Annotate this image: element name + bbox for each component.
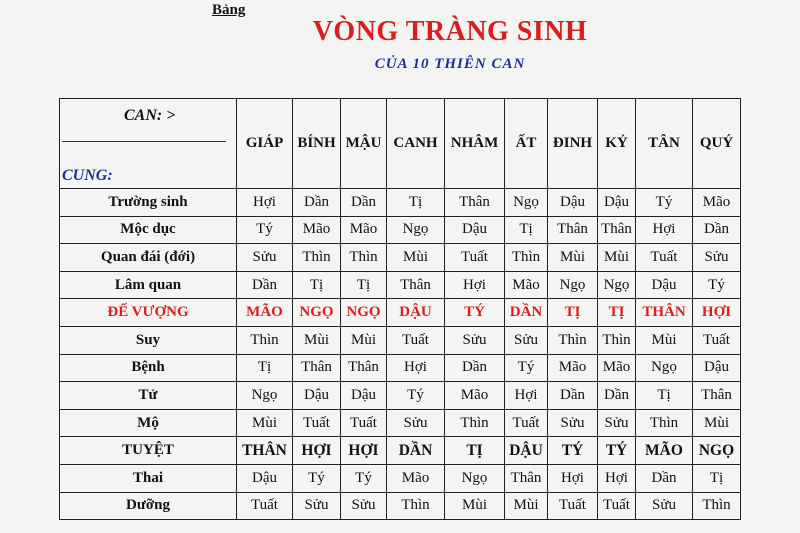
table-cell: Tuất xyxy=(636,244,693,272)
table-cell: Thìn xyxy=(293,244,341,272)
table-cell: Mão xyxy=(693,189,741,217)
table-cell: Thìn xyxy=(636,409,693,437)
table-cell: Mão xyxy=(341,216,387,244)
table-cell: Dậu xyxy=(548,189,598,217)
column-header-mau: MẬU xyxy=(341,99,387,189)
table-cell: Dậu xyxy=(237,464,293,492)
row-label: TUYỆT xyxy=(60,437,237,465)
row-label: Thai xyxy=(60,464,237,492)
table-cell: Dần xyxy=(293,189,341,217)
table-cell: Tuất xyxy=(293,409,341,437)
table-cell: Mão xyxy=(548,354,598,382)
table-cell: Thìn xyxy=(237,326,293,354)
table-cell: Mão xyxy=(387,464,445,492)
table-cell: Thân xyxy=(548,216,598,244)
table-cell: Tuất xyxy=(505,409,548,437)
table-cell: Ngọ xyxy=(237,382,293,410)
table-cell: Tuất xyxy=(693,326,741,354)
table-cell: Thìn xyxy=(548,326,598,354)
table-cell: NGỌ xyxy=(341,299,387,327)
table-cell: Sửu xyxy=(293,492,341,520)
table-cell: Sửu xyxy=(445,326,505,354)
row-label: Mộ xyxy=(60,409,237,437)
table-cell: DẬU xyxy=(505,437,548,465)
table-cell: Thân xyxy=(293,354,341,382)
table-cell: DẦN xyxy=(505,299,548,327)
table-cell: THÂN xyxy=(636,299,693,327)
table-cell: Sửu xyxy=(387,409,445,437)
table-cell: Dậu xyxy=(293,382,341,410)
table-cell: Sửu xyxy=(548,409,598,437)
table-row xyxy=(60,244,741,272)
table-row xyxy=(60,437,741,465)
table-cell: Dần xyxy=(598,382,636,410)
table-cell: Ngọ xyxy=(387,216,445,244)
table-cell: Dần xyxy=(341,189,387,217)
row-label: ĐẾ VƯỢNG xyxy=(60,299,237,327)
table-cell: Tý xyxy=(237,216,293,244)
table-cell: Tuất xyxy=(387,326,445,354)
table-cell: Hợi xyxy=(445,271,505,299)
row-label: Mộc dục xyxy=(60,216,237,244)
table-cell: Hợi xyxy=(237,189,293,217)
table-cell: Tý xyxy=(693,271,741,299)
table-row xyxy=(60,382,741,410)
table-cell: Hợi xyxy=(636,216,693,244)
table-cell: Tị xyxy=(387,189,445,217)
table-cell: DẬU xyxy=(387,299,445,327)
table-cell: Tị xyxy=(341,271,387,299)
table-cell: MÃO xyxy=(237,299,293,327)
table-cell: Thân xyxy=(693,382,741,410)
table-cell: TÝ xyxy=(598,437,636,465)
table-row xyxy=(60,326,741,354)
table-cell: Thân xyxy=(341,354,387,382)
table-cell: Tuất xyxy=(237,492,293,520)
table-cell: Mùi xyxy=(341,326,387,354)
table-row xyxy=(60,271,741,299)
table-cell: Sửu xyxy=(505,326,548,354)
table-cell: Thìn xyxy=(341,244,387,272)
table-cell: DẦN xyxy=(387,437,445,465)
table-cell: Tuất xyxy=(341,409,387,437)
table-cell: Thân xyxy=(445,189,505,217)
column-header-nham: NHÂM xyxy=(445,99,505,189)
table-cell: Tý xyxy=(636,189,693,217)
row-label: Lâm quan xyxy=(60,271,237,299)
column-header-ky: KỶ xyxy=(598,99,636,189)
table-cell: Tuất xyxy=(598,492,636,520)
table-cell: Tị xyxy=(237,354,293,382)
table-cell: Tý xyxy=(387,382,445,410)
table-cell: HỢI xyxy=(693,299,741,327)
row-label: Trường sinh xyxy=(60,189,237,217)
header-row xyxy=(60,99,741,189)
table-cell: Thân xyxy=(598,216,636,244)
table-cell: Tý xyxy=(293,464,341,492)
table-cell: Mão xyxy=(445,382,505,410)
column-header-at: ẤT xyxy=(505,99,548,189)
column-header-giap: GIÁP xyxy=(237,99,293,189)
table-cell: Mùi xyxy=(598,244,636,272)
table-cell: Sửu xyxy=(598,409,636,437)
table-row xyxy=(60,409,741,437)
table-cell: Thân xyxy=(505,464,548,492)
row-label: Suy xyxy=(60,326,237,354)
table-row xyxy=(60,464,741,492)
table-cell: Dậu xyxy=(636,271,693,299)
table-cell: Dần xyxy=(693,216,741,244)
table-cell: Hợi xyxy=(548,464,598,492)
table-cell: Dậu xyxy=(598,189,636,217)
table-cell: MÃO xyxy=(636,437,693,465)
table-cell: Mùi xyxy=(505,492,548,520)
table-cell: Mùi xyxy=(445,492,505,520)
table-cell: Mùi xyxy=(636,326,693,354)
table-cell: Mão xyxy=(598,354,636,382)
page-title: VÒNG TRÀNG SINH xyxy=(312,16,588,47)
table-cell: HỢI xyxy=(293,437,341,465)
table-cell: TỊ xyxy=(548,299,598,327)
row-label: Bệnh xyxy=(60,354,237,382)
table-row xyxy=(60,216,741,244)
table-cell: Hợi xyxy=(505,382,548,410)
table-row xyxy=(60,299,741,327)
column-header-dinh: ĐINH xyxy=(548,99,598,189)
table-row xyxy=(60,354,741,382)
table-cell: Tị xyxy=(293,271,341,299)
table-cell: Mùi xyxy=(693,409,741,437)
table-cell: NGỌ xyxy=(693,437,741,465)
table-cell: Tị xyxy=(636,382,693,410)
table-cell: Tị xyxy=(505,216,548,244)
table-cell: Mùi xyxy=(237,409,293,437)
table-cell: Dậu xyxy=(341,382,387,410)
table-cell: Ngọ xyxy=(548,271,598,299)
table-cell: Thân xyxy=(387,271,445,299)
column-header-quy: QUÝ xyxy=(693,99,741,189)
table-cell: Thìn xyxy=(598,326,636,354)
trang-sinh-table xyxy=(59,98,741,520)
table-cell: Tị xyxy=(693,464,741,492)
column-header-tan: TÂN xyxy=(636,99,693,189)
table-cell: Ngọ xyxy=(445,464,505,492)
table-cell: TỊ xyxy=(598,299,636,327)
table-cell: Mão xyxy=(293,216,341,244)
table-cell: Hợi xyxy=(598,464,636,492)
row-label: Tử xyxy=(60,382,237,410)
table-cell: Dần xyxy=(237,271,293,299)
table-row xyxy=(60,492,741,520)
row-label: Dưỡng xyxy=(60,492,237,520)
column-header-binh: BÍNH xyxy=(293,99,341,189)
table-cell: Thìn xyxy=(505,244,548,272)
table-cell: Tý xyxy=(505,354,548,382)
column-header-canh: CANH xyxy=(387,99,445,189)
table-cell: Tuất xyxy=(548,492,598,520)
table-cell: Mùi xyxy=(387,244,445,272)
corner-divider xyxy=(62,141,226,142)
table-cell: TỊ xyxy=(445,437,505,465)
table-cell: Dần xyxy=(636,464,693,492)
table-cell: Mùi xyxy=(548,244,598,272)
table-cell: Tý xyxy=(341,464,387,492)
table-cell: Sửu xyxy=(636,492,693,520)
table-cell: Ngọ xyxy=(505,189,548,217)
table-cell: Dậu xyxy=(693,354,741,382)
table-cell: TÝ xyxy=(548,437,598,465)
table-cell: Mùi xyxy=(293,326,341,354)
table-cell: Sửu xyxy=(341,492,387,520)
page-subtitle: CỦA 10 THIÊN CAN xyxy=(374,56,526,72)
corner-cell xyxy=(60,99,237,189)
table-cell: Sửu xyxy=(693,244,741,272)
row-label: Quan đái (đới) xyxy=(60,244,237,272)
table-cell: Ngọ xyxy=(636,354,693,382)
table-cell: HỢI xyxy=(341,437,387,465)
table-cell: Tuất xyxy=(445,244,505,272)
table-cell: Thìn xyxy=(693,492,741,520)
table-cell: TÝ xyxy=(445,299,505,327)
can-label: CAN: > xyxy=(124,107,176,124)
table-cell: Dần xyxy=(548,382,598,410)
table-cell: Dậu xyxy=(445,216,505,244)
table-cell: NGỌ xyxy=(293,299,341,327)
table-cell: Thìn xyxy=(387,492,445,520)
table-cell: Dần xyxy=(445,354,505,382)
table-cell: Sửu xyxy=(237,244,293,272)
table-caption: Bảng xyxy=(212,2,246,18)
cung-label: CUNG: xyxy=(62,167,113,184)
table-cell: THÂN xyxy=(237,437,293,465)
table-cell: Ngọ xyxy=(598,271,636,299)
table-cell: Hợi xyxy=(387,354,445,382)
table-cell: Mão xyxy=(505,271,548,299)
table-row xyxy=(60,189,741,217)
table-cell: Thìn xyxy=(445,409,505,437)
